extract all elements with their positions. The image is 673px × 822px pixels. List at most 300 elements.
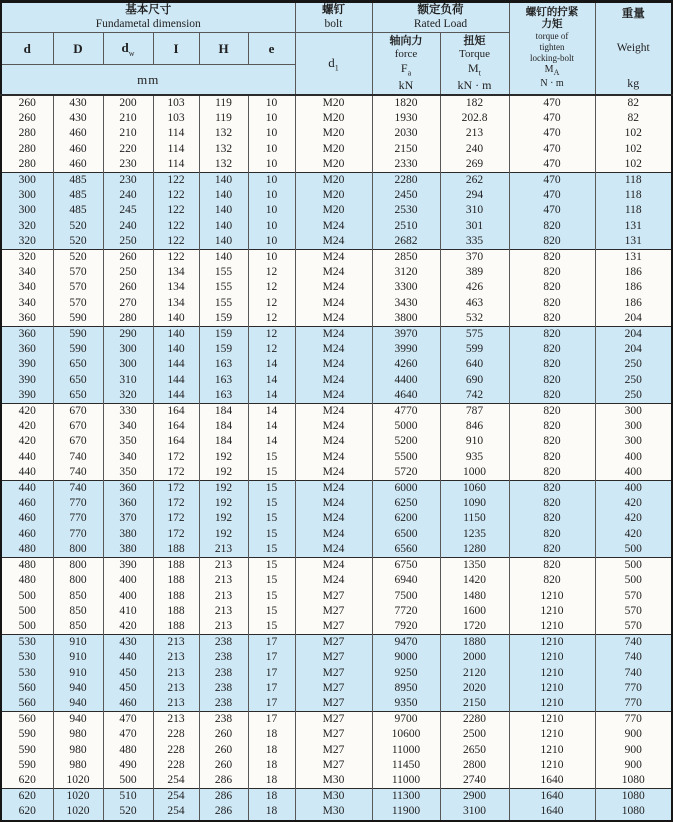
cell-dw: 230 (103, 173, 153, 189)
cell-d1: M20 (295, 188, 372, 203)
cell-torque: 1280 (440, 542, 509, 558)
cell-locking-torque: 820 (509, 481, 595, 497)
cell-d1: M30 (295, 773, 372, 789)
cell-force: 5200 (372, 434, 440, 449)
cell-force: 6940 (372, 573, 440, 588)
cell-I: 213 (153, 650, 199, 665)
cell-weight: 102 (595, 142, 672, 157)
cell-locking-torque: 820 (509, 234, 595, 250)
cell-D: 910 (53, 635, 103, 651)
cell-force: 8950 (372, 681, 440, 696)
cell-torque: 575 (440, 327, 509, 343)
table-row (1, 265, 672, 280)
cell-d1: M24 (295, 496, 372, 511)
cell-weight: 500 (595, 558, 672, 574)
cell-H: 184 (199, 419, 248, 434)
cell-D: 1020 (53, 773, 103, 789)
cell-force: 4640 (372, 388, 440, 404)
cell-D: 910 (53, 666, 103, 681)
cell-d: 360 (1, 342, 53, 357)
cell-force: 9470 (372, 635, 440, 651)
cell-d: 590 (1, 727, 53, 742)
table-row (1, 203, 672, 218)
cell-e: 15 (248, 542, 295, 558)
cell-weight: 900 (595, 743, 672, 758)
cell-e: 14 (248, 419, 295, 434)
locking-label-zh1: 螺钉的拧紧 (525, 6, 579, 18)
cell-force: 11450 (372, 758, 440, 773)
cell-I: 122 (153, 203, 199, 218)
cell-d: 360 (1, 327, 53, 343)
cell-torque: 294 (440, 188, 509, 203)
cell-d: 440 (1, 481, 53, 497)
cell-e: 15 (248, 558, 295, 574)
cell-d1: M20 (295, 173, 372, 189)
table-row (1, 296, 672, 311)
cell-dw: 240 (103, 188, 153, 203)
table-row (1, 573, 672, 588)
cell-H: 184 (199, 434, 248, 449)
cell-dw: 420 (103, 619, 153, 635)
cell-force: 2330 (372, 157, 440, 173)
cell-D: 670 (53, 434, 103, 449)
table-row (1, 558, 672, 574)
cell-dw: 340 (103, 450, 153, 465)
cell-D: 590 (53, 327, 103, 343)
cell-e: 15 (248, 511, 295, 526)
cell-force: 6200 (372, 511, 440, 526)
cell-torque: 2280 (440, 712, 509, 728)
cell-H: 238 (199, 681, 248, 696)
cell-d1: M30 (295, 804, 372, 820)
cell-d: 560 (1, 696, 53, 712)
cell-weight: 400 (595, 450, 672, 465)
cell-e: 10 (248, 95, 295, 111)
cell-torque: 2740 (440, 773, 509, 789)
cell-weight: 186 (595, 280, 672, 295)
locking-symbol: $M_A$ (544, 63, 560, 77)
cell-dw: 310 (103, 373, 153, 388)
cell-torque: 2650 (440, 743, 509, 758)
cell-H: 213 (199, 604, 248, 619)
cell-force: 2530 (372, 203, 440, 218)
cell-D: 670 (53, 404, 103, 420)
cell-torque: 2020 (440, 681, 509, 696)
cell-H: 159 (199, 327, 248, 343)
cell-e: 10 (248, 157, 295, 173)
locking-label-zh2: 力矩 (541, 19, 563, 31)
cell-H: 140 (199, 250, 248, 266)
table-row (1, 357, 672, 372)
cell-H: 192 (199, 496, 248, 511)
cell-D: 850 (53, 589, 103, 604)
locking-label-en1: torque of (535, 31, 569, 42)
cell-locking-torque: 820 (509, 450, 595, 465)
locking-unit: N · m (540, 77, 564, 89)
cell-d1: M24 (295, 357, 372, 372)
cell-dw: 450 (103, 681, 153, 696)
cell-e: 18 (248, 727, 295, 742)
cell-torque: 742 (440, 388, 509, 404)
cell-force: 7500 (372, 589, 440, 604)
cell-force: 2682 (372, 234, 440, 250)
cell-force: 6250 (372, 496, 440, 511)
cell-torque: 2500 (440, 727, 509, 742)
cell-force: 2850 (372, 250, 440, 266)
cell-weight: 102 (595, 126, 672, 141)
cell-dw: 300 (103, 357, 153, 372)
cell-locking-torque: 820 (509, 219, 595, 234)
cell-H: 159 (199, 311, 248, 327)
cell-dw: 250 (103, 265, 153, 280)
cell-d: 590 (1, 743, 53, 758)
cell-I: 254 (153, 773, 199, 789)
cell-dw: 470 (103, 727, 153, 742)
cell-d1: M24 (295, 342, 372, 357)
cell-locking-torque: 820 (509, 527, 595, 542)
cell-torque: 2120 (440, 666, 509, 681)
cell-d: 390 (1, 357, 53, 372)
cell-D: 770 (53, 527, 103, 542)
cell-I: 134 (153, 265, 199, 280)
cell-D: 485 (53, 188, 103, 203)
cell-weight: 131 (595, 250, 672, 266)
cell-locking-torque: 1210 (509, 589, 595, 604)
cell-d1: M24 (295, 450, 372, 465)
cell-locking-torque: 470 (509, 157, 595, 173)
header-col-d1: $d_1$ (295, 33, 372, 96)
cell-torque: 1150 (440, 511, 509, 526)
table-row (1, 773, 672, 789)
cell-dw: 290 (103, 327, 153, 343)
cell-d1: M24 (295, 311, 372, 327)
weight-label-en: Weight (616, 41, 650, 54)
table-row (1, 311, 672, 327)
cell-torque: 640 (440, 357, 509, 372)
cell-torque: 1235 (440, 527, 509, 542)
cell-weight: 1080 (595, 804, 672, 820)
cell-force: 3430 (372, 296, 440, 311)
cell-I: 254 (153, 789, 199, 805)
cell-locking-torque: 470 (509, 95, 595, 111)
cell-D: 770 (53, 511, 103, 526)
table-row (1, 188, 672, 203)
cell-force: 4400 (372, 373, 440, 388)
cell-force: 7920 (372, 619, 440, 635)
cell-d1: M20 (295, 95, 372, 111)
cell-weight: 500 (595, 573, 672, 588)
cell-e: 17 (248, 712, 295, 728)
cell-H: 213 (199, 619, 248, 635)
table-row (1, 635, 672, 651)
cell-locking-torque: 1210 (509, 712, 595, 728)
cell-weight: 250 (595, 357, 672, 372)
cell-force: 5720 (372, 465, 440, 481)
cell-force: 6750 (372, 558, 440, 574)
cell-I: 140 (153, 342, 199, 357)
cell-I: 172 (153, 450, 199, 465)
cell-d1: M24 (295, 250, 372, 266)
cell-D: 460 (53, 157, 103, 173)
cell-d: 620 (1, 804, 53, 820)
cell-H: 286 (199, 773, 248, 789)
rated-load-label-en: Rated Load (413, 17, 468, 30)
cell-e: 14 (248, 434, 295, 449)
cell-torque: 2900 (440, 789, 509, 805)
cell-I: 114 (153, 142, 199, 157)
cell-I: 103 (153, 95, 199, 111)
cell-force: 2030 (372, 126, 440, 141)
cell-torque: 1480 (440, 589, 509, 604)
cell-weight: 118 (595, 188, 672, 203)
cell-D: 850 (53, 604, 103, 619)
cell-d1: M24 (295, 373, 372, 388)
cell-torque: 1000 (440, 465, 509, 481)
cell-torque: 335 (440, 234, 509, 250)
cell-d1: M24 (295, 234, 372, 250)
cell-D: 740 (53, 465, 103, 481)
cell-torque: 1060 (440, 481, 509, 497)
torque-unit: kN · m (457, 77, 492, 92)
cell-force: 10600 (372, 727, 440, 742)
cell-dw: 250 (103, 234, 153, 250)
cell-e: 17 (248, 635, 295, 651)
cell-locking-torque: 820 (509, 250, 595, 266)
cell-d: 500 (1, 619, 53, 635)
cell-D: 1020 (53, 804, 103, 820)
cell-dw: 240 (103, 219, 153, 234)
cell-torque: 269 (440, 157, 509, 173)
header-col-I: I (153, 33, 199, 65)
cell-e: 10 (248, 142, 295, 157)
cell-force: 11300 (372, 789, 440, 805)
cell-torque: 1600 (440, 604, 509, 619)
cell-d: 300 (1, 203, 53, 218)
cell-I: 172 (153, 481, 199, 497)
cell-locking-torque: 1640 (509, 773, 595, 789)
cell-D: 460 (53, 126, 103, 141)
cell-force: 11000 (372, 773, 440, 789)
table-row (1, 712, 672, 728)
cell-dw: 220 (103, 142, 153, 157)
cell-d1: M24 (295, 280, 372, 295)
cell-force: 9250 (372, 666, 440, 681)
cell-dw: 210 (103, 126, 153, 141)
cell-locking-torque: 1210 (509, 650, 595, 665)
cell-dw: 280 (103, 311, 153, 327)
cell-e: 12 (248, 327, 295, 343)
cell-torque: 1880 (440, 635, 509, 651)
cell-d: 590 (1, 758, 53, 773)
cell-force: 7720 (372, 604, 440, 619)
cell-d1: M24 (295, 327, 372, 343)
cell-D: 740 (53, 481, 103, 497)
cell-torque: 463 (440, 296, 509, 311)
cell-d: 280 (1, 126, 53, 141)
cell-d1: M20 (295, 157, 372, 173)
cell-force: 6000 (372, 481, 440, 497)
table-row (1, 157, 672, 173)
cell-d1: M24 (295, 434, 372, 449)
cell-weight: 204 (595, 311, 672, 327)
cell-weight: 770 (595, 681, 672, 696)
table-row (1, 327, 672, 343)
cell-locking-torque: 1210 (509, 727, 595, 742)
cell-I: 164 (153, 434, 199, 449)
cell-D: 800 (53, 573, 103, 588)
cell-torque: 426 (440, 280, 509, 295)
cell-locking-torque: 820 (509, 404, 595, 420)
cell-dw: 350 (103, 465, 153, 481)
cell-locking-torque: 820 (509, 496, 595, 511)
cell-force: 9000 (372, 650, 440, 665)
cell-D: 590 (53, 311, 103, 327)
cell-locking-torque: 820 (509, 542, 595, 558)
cell-dw: 470 (103, 712, 153, 728)
cell-d1: M24 (295, 296, 372, 311)
cell-H: 192 (199, 527, 248, 542)
cell-H: 238 (199, 635, 248, 651)
cell-d: 560 (1, 681, 53, 696)
cell-d: 320 (1, 234, 53, 250)
cell-force: 5000 (372, 419, 440, 434)
table-row (1, 727, 672, 742)
cell-torque: 240 (440, 142, 509, 157)
force-label-zh: 轴向力 (389, 35, 423, 48)
table-row (1, 650, 672, 665)
cell-I: 122 (153, 250, 199, 266)
cell-dw: 350 (103, 434, 153, 449)
cell-H: 213 (199, 542, 248, 558)
cell-locking-torque: 1210 (509, 635, 595, 651)
cell-locking-torque: 1640 (509, 804, 595, 820)
cell-locking-torque: 820 (509, 573, 595, 588)
cell-force: 1820 (372, 95, 440, 111)
cell-e: 10 (248, 234, 295, 250)
table-row (1, 142, 672, 157)
cell-d1: M27 (295, 650, 372, 665)
cell-weight: 570 (595, 589, 672, 604)
cell-dw: 400 (103, 573, 153, 588)
table-row (1, 111, 672, 126)
cell-d: 500 (1, 604, 53, 619)
cell-e: 18 (248, 789, 295, 805)
cell-dw: 510 (103, 789, 153, 805)
cell-d1: M30 (295, 789, 372, 805)
cell-locking-torque: 820 (509, 357, 595, 372)
cell-d1: M20 (295, 203, 372, 218)
table-header (1, 2, 672, 96)
cell-e: 15 (248, 465, 295, 481)
header-bolt (295, 2, 372, 33)
cell-d: 300 (1, 173, 53, 189)
cell-force: 1930 (372, 111, 440, 126)
table-row (1, 789, 672, 805)
cell-D: 770 (53, 496, 103, 511)
cell-I: 172 (153, 511, 199, 526)
cell-torque: 182 (440, 95, 509, 111)
cell-weight: 1080 (595, 789, 672, 805)
cell-H: 260 (199, 743, 248, 758)
cell-locking-torque: 820 (509, 558, 595, 574)
table-row (1, 681, 672, 696)
table-row (1, 280, 672, 295)
cell-d: 420 (1, 434, 53, 449)
cell-e: 12 (248, 280, 295, 295)
cell-torque: 532 (440, 311, 509, 327)
cell-D: 850 (53, 619, 103, 635)
cell-e: 12 (248, 311, 295, 327)
basic-dimension-label-zh: 基本尺寸 (125, 4, 172, 17)
cell-H: 192 (199, 465, 248, 481)
cell-d1: M20 (295, 142, 372, 157)
cell-I: 188 (153, 604, 199, 619)
cell-D: 940 (53, 712, 103, 728)
cell-I: 213 (153, 666, 199, 681)
cell-I: 228 (153, 727, 199, 742)
table-row (1, 95, 672, 111)
cell-force: 3990 (372, 342, 440, 357)
table-row (1, 804, 672, 820)
cell-weight: 740 (595, 666, 672, 681)
header-basic-dimension (1, 2, 295, 33)
weight-unit: kg (627, 76, 640, 91)
cell-e: 17 (248, 666, 295, 681)
cell-d1: M27 (295, 635, 372, 651)
cell-H: 238 (199, 650, 248, 665)
table-row (1, 419, 672, 434)
cell-e: 15 (248, 527, 295, 542)
cell-D: 910 (53, 650, 103, 665)
cell-I: 144 (153, 373, 199, 388)
cell-H: 140 (199, 188, 248, 203)
cell-torque: 1350 (440, 558, 509, 574)
cell-torque: 389 (440, 265, 509, 280)
table-row (1, 173, 672, 189)
cell-dw: 410 (103, 604, 153, 619)
table-row (1, 234, 672, 250)
table-row (1, 589, 672, 604)
cell-I: 228 (153, 758, 199, 773)
header-rated-load (372, 2, 509, 33)
cell-H: 159 (199, 342, 248, 357)
cell-d: 440 (1, 465, 53, 481)
cell-I: 103 (153, 111, 199, 126)
cell-I: 122 (153, 219, 199, 234)
header-col-D: D (53, 33, 103, 65)
cell-d: 530 (1, 650, 53, 665)
cell-locking-torque: 820 (509, 265, 595, 280)
table-row (1, 126, 672, 141)
cell-d: 460 (1, 511, 53, 526)
cell-I: 122 (153, 188, 199, 203)
cell-e: 18 (248, 804, 295, 820)
cell-I: 144 (153, 357, 199, 372)
cell-d: 460 (1, 496, 53, 511)
cell-d1: M24 (295, 558, 372, 574)
cell-torque: 846 (440, 419, 509, 434)
cell-H: 163 (199, 373, 248, 388)
cell-torque: 599 (440, 342, 509, 357)
cell-d: 300 (1, 188, 53, 203)
cell-H: 238 (199, 712, 248, 728)
cell-d: 340 (1, 296, 53, 311)
cell-H: 140 (199, 203, 248, 218)
cell-e: 14 (248, 373, 295, 388)
header-locking-torque (509, 2, 595, 96)
cell-locking-torque: 820 (509, 296, 595, 311)
cell-locking-torque: 820 (509, 434, 595, 449)
